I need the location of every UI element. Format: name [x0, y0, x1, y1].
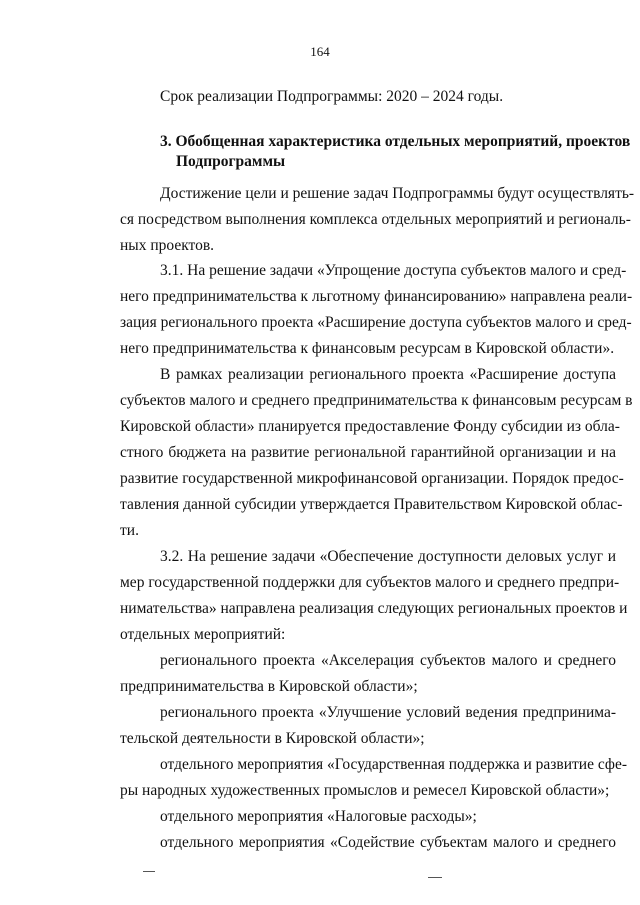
text-line: субъектов малого и среднего предпринимательства к финансовым ресурсам в: [120, 392, 633, 409]
text-line: него предпринимательства к финансовым ресурсам в Кировской области».: [120, 340, 615, 357]
text-line: тавления данной субсидии утверждается Правительством Кировской облас-: [120, 496, 623, 513]
text-line: Срок реализации Подпрограммы: 2020 – 2024 годы.: [160, 88, 504, 105]
section-heading-cont: Подпрограммы: [176, 153, 286, 170]
list-item-line: отдельного мероприятия «Содействие субъектам малого и среднего: [160, 834, 616, 851]
text-line: 3.2. На решение задачи «Обеспечение доступности деловых услуг и: [160, 548, 616, 565]
list-item-line: предпринимательства в Кировской области»;: [120, 678, 418, 695]
scan-mark: [143, 871, 155, 872]
scan-mark: [428, 877, 442, 878]
list-item-line: отдельного мероприятия «Государственная поддержка и развитие сфе-: [160, 756, 628, 773]
text-line: Кировской области» планируется предоставление Фонду субсидии из обла-: [120, 418, 620, 435]
text-line: него предпринимательства к льготному финансированию» направлена реали-: [120, 288, 633, 305]
text-line: развитие государственной микрофинансовой организации. Порядок предос-: [120, 470, 624, 487]
text-line: 3.1. На решение задачи «Упрощение доступа субъектов малого и сред-: [160, 262, 627, 279]
page-number: 164: [310, 44, 330, 59]
text-line: отдельных мероприятий:: [120, 626, 286, 643]
text-line: стного бюджета на развитие региональной гарантийной организации и на: [120, 444, 616, 461]
section-heading: 3. Обобщенная характеристика отдельных мероприятий, проектов: [160, 133, 631, 150]
text-line: нимательства» направлена реализация следующих региональных проектов и: [120, 600, 628, 617]
text-line: В рамках реализации регионального проекта «Расширение доступа: [160, 366, 616, 383]
text-line: Достижение цели и решение задач Подпрограммы будут осуществлять-: [160, 185, 635, 202]
list-item-line: регионального проекта «Акселерация субъектов малого и среднего: [160, 652, 616, 669]
list-item-line: тельской деятельности в Кировской области»;: [120, 730, 425, 747]
list-item-line: регионального проекта «Улучшение условий ведения предпринима-: [160, 704, 616, 721]
text-line: мер государственной поддержки для субъектов малого и среднего предпри-: [120, 574, 620, 591]
text-line: зация регионального проекта «Расширение доступа субъектов малого и сред-: [120, 314, 632, 331]
list-item-line: отдельного мероприятия «Налоговые расходы»;: [160, 808, 477, 825]
text-line: ти.: [120, 522, 139, 539]
text-line: ся посредством выполнения комплекса отдельных мероприятий и региональ-: [120, 211, 631, 228]
list-item-line: ры народных художественных промыслов и ремесел Кировской области»;: [120, 782, 610, 799]
text-line: ных проектов.: [120, 237, 215, 254]
